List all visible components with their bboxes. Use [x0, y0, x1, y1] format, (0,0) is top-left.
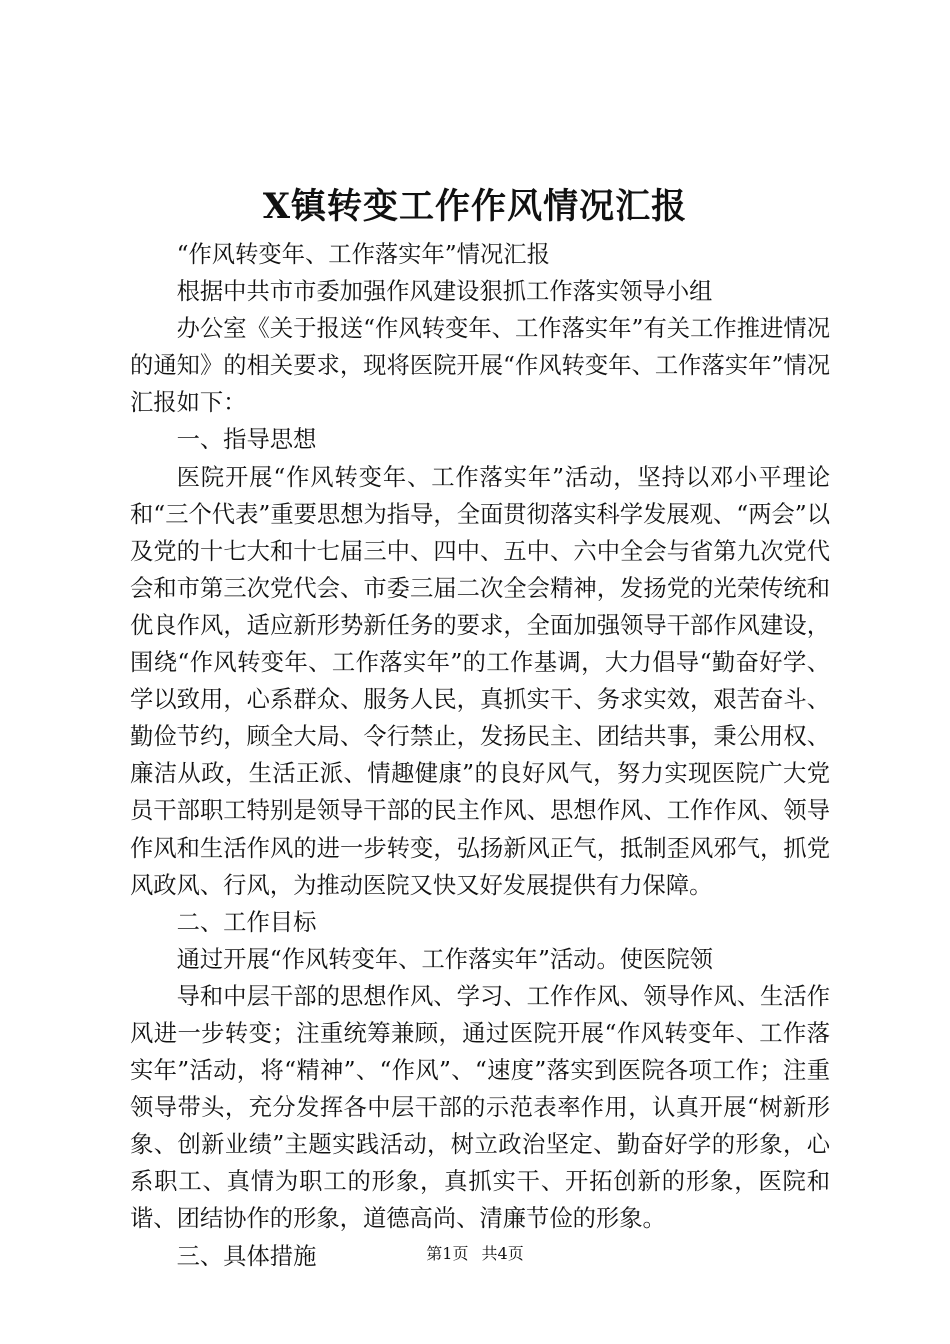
paragraph-guiding-thought: 医院开展“作风转变年、工作落实年”活动，坚持以邓小平理论和“三个代表”重要思想为指导，全面贯彻落实科学发展观、“两会”以及党的十七大和十七届三中、四中、五中、六中全会与省第九次党代会和市第三次党代会、市委三届二次全会精神，发扬党的光荣传统和优良作风，适应新形势新任务的要求，全面加强领导干部作风建设，围绕“作风转变年、工作落实年”的工作基调，大力倡导“勤奋好学、学以致用，心系群众、服务人民，真抓实干、务求实效，艰苦奋斗、勤俭节约，顾全大局、令行禁止，发扬民主、团结共事，秉公用权、廉洁从政，生活正派、情趣健康”的良好风气，努力实现医院广大党员干部职工特别是领导干部的民主作风、思想作风、工作作风、领导作风和生活作风的进一步转变，弘扬新风正气，抵制歪风邪气，抓党风政风、行风，为推动医院又快又好发展提供有力保障。 — [130, 463, 830, 899]
section-heading-measures: 三、具体措施 — [176, 1242, 317, 1270]
section-heading-guiding-thought: 一、指导思想 — [176, 426, 317, 454]
paragraph-work-goals-1: 通过开展“作风转变年、工作落实年”活动。使医院领 — [176, 945, 713, 973]
document-body — [130, 236, 830, 1275]
section-heading-work-goals: 二、工作目标 — [176, 908, 317, 936]
page-number: 第1页 — [426, 1244, 469, 1263]
paragraph-intro-2: 办公室《关于报送“作风转变年、工作落实年”有关工作推进情况的通知》的相关要求，现将医院开展“作风转变年、工作落实年”情况汇报如下： — [130, 315, 830, 417]
page-total: 共4页 — [481, 1244, 524, 1263]
page-footer — [0, 1242, 950, 1266]
paragraph-work-goals-2: 导和中层干部的思想作风、学习、工作作风、领导作风、生活作风进一步转变；注重统筹兼顾，通过医院开展“作风转变年、工作落实年”活动，将“精神”、“作风”、“速度”落实到医院各项工作；注重领导带头，充分发挥各中层干部的示范表率作用，认真开展“树新形象、创新业绩”主题实践活动，树立政治坚定、勤奋好学的形象，心系职工、真情为职工的形象，真抓实干、开拓创新的形象，医院和谐、团结协作的形象，道德高尚、清廉节俭的形象。 — [130, 982, 830, 1233]
paragraph-subtitle: “作风转变年、工作落实年”情况汇报 — [176, 241, 550, 268]
document-title: X镇转变工作作风情况汇报 — [262, 186, 688, 227]
paragraph-intro-1: 根据中共市市委加强作风建设狠抓工作落实领导小组 — [176, 278, 713, 306]
